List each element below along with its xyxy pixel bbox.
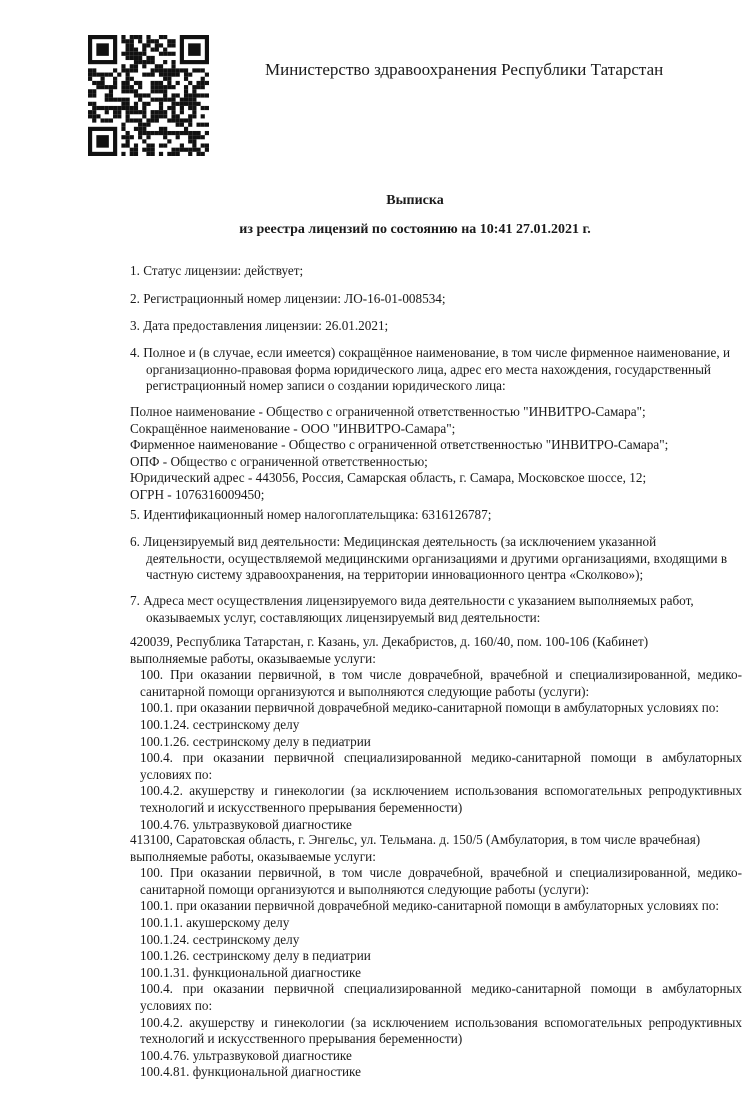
ministry-header: Министерство здравоохранения Республики Татарстан [265, 60, 664, 79]
item-addresses-heading [130, 593, 694, 626]
item-activity [130, 534, 727, 584]
item-registration-number: 2. Регистрационный номер лицензии: ЛО-16-01-008534; [130, 291, 446, 306]
service-item: 100.1. при оказании первичной доврачебной медико-санитарной помощи в амбулаторных условиях по: [140, 700, 720, 716]
service-item: 100.4.81. функциональной диагностике [140, 1064, 361, 1080]
service-item: 100.1.24. сестринскому делу [140, 716, 300, 732]
service-item: 100.4.2. акушерству и гинекологии (за исключением использования вспомогательных репродуктивных технологий и искусственного прерывания беременности) [140, 783, 742, 815]
service-item: 100.1.1. акушерскому делу [140, 914, 290, 930]
short-name: Сокращённое наименование - ООО "ИНВИТРО-Самара"; [130, 420, 456, 436]
works-label: выполняемые работы, оказываемые услуги: [130, 650, 376, 666]
legal-address: Юридический адрес - 443056, Россия, Самарская область, г. Самара, Московское шоссе, 12; [130, 470, 647, 486]
service-item: 100.4.2. акушерству и гинекологии (за исключением использования вспомогательных репродуктивных технологий и искусственного прерывания беременности) [140, 1014, 742, 1047]
services-list [130, 865, 742, 1081]
ogrn: ОГРН - 1076316009450; [130, 486, 265, 502]
text-line: организационно-правовая форма юридического лица, адрес его места нахождения, государственный [146, 361, 711, 377]
item-organization-names [130, 345, 730, 395]
document-subtitle: из реестра лицензий по состоянию на 10:41 27.01.2021 г. [239, 222, 591, 237]
address-block [130, 832, 742, 1081]
document-title: Выписка [386, 193, 444, 208]
service-item: 100. При оказании первичной, в том числе доврачебной, врачебной и специализированной, медико-санитарной помощи организуются и выполняются следующие работы (услуги): [140, 865, 742, 897]
text-line: регистрационный номер записи о создании юридического лица: [146, 378, 506, 394]
service-item: 100.1.24. сестринскому делу [140, 931, 300, 947]
works-label: выполняемые работы, оказываемые услуги: [130, 848, 376, 864]
address: 420039, Республика Татарстан, г. Казань, ул. Декабристов, д. 160/40, пом. 100-106 (Кабинет) [130, 634, 649, 649]
service-item: 100.4. при оказании первичной специализированной медико-санитарной помощи в амбулаторных условиях по: [140, 981, 742, 1013]
service-item: 100.4.76. ультразвуковой диагностике [140, 816, 352, 832]
text-line: частную систему здравоохранения, на территории инновационного центра «Сколково»); [146, 567, 644, 583]
text-line: 7. Адреса мест осуществления лицензируемого вида деятельности с указанием выполняемых работ, [130, 593, 694, 608]
item-inn: 5. Идентификационный номер налогоплательщика: 6316126787; [130, 507, 492, 522]
service-item: 100.1.31. функциональной диагностике [140, 964, 361, 980]
services-list [130, 667, 742, 833]
text-line: деятельности, осуществляемой медицинскими организациями и другими организациями, входящими в [146, 550, 728, 566]
brand-name: Фирменное наименование - Общество с ограниченной ответственностью "ИНВИТРО-Самара"; [130, 437, 669, 453]
service-item: 100.1.26. сестринскому делу в педиатрии [140, 733, 371, 749]
service-item: 100.4.76. ультразвуковой диагностике [140, 1047, 352, 1063]
item-issue-date: 3. Дата предоставления лицензии: 26.01.2021; [130, 318, 389, 333]
full-name: Полное наименование - Общество с ограниченной ответственностью "ИНВИТРО-Самара"; [130, 404, 646, 419]
text-line: оказываемых услуг, составляющих лицензируемый вид деятельности: [146, 609, 541, 625]
address: 413100, Саратовская область, г. Энгельс, ул. Тельмана. д. 150/5 (Амбулатория, в том числе врачебная) [130, 832, 701, 847]
service-item: 100.1. при оказании первичной доврачебной медико-санитарной помощи в амбулаторных условиях по: [140, 898, 720, 914]
legal-form: ОПФ - Общество с ограниченной ответственностью; [130, 453, 428, 469]
service-item: 100. При оказании первичной, в том числе доврачебной, врачебной и специализированной, медико-санитарной помощи организуются и выполняются следующие работы (услуги): [140, 667, 742, 699]
address-block [130, 634, 742, 833]
text-line: 4. Полное и (в случае, если имеется) сокращённое наименование, в том числе фирменное наименование, и [130, 345, 731, 360]
service-item: 100.1.26. сестринскому делу в педиатрии [140, 948, 371, 964]
service-item: 100.4. при оказании первичной специализированной медико-санитарной помощи в амбулаторных условиях по: [140, 750, 742, 782]
qr-code [88, 35, 209, 156]
text-line: 6. Лицензируемый вид деятельности: Медицинская деятельность (за исключением указанной [130, 534, 657, 549]
item-license-status: 1. Статус лицензии: действует; [130, 263, 304, 278]
organization-details [130, 404, 668, 504]
